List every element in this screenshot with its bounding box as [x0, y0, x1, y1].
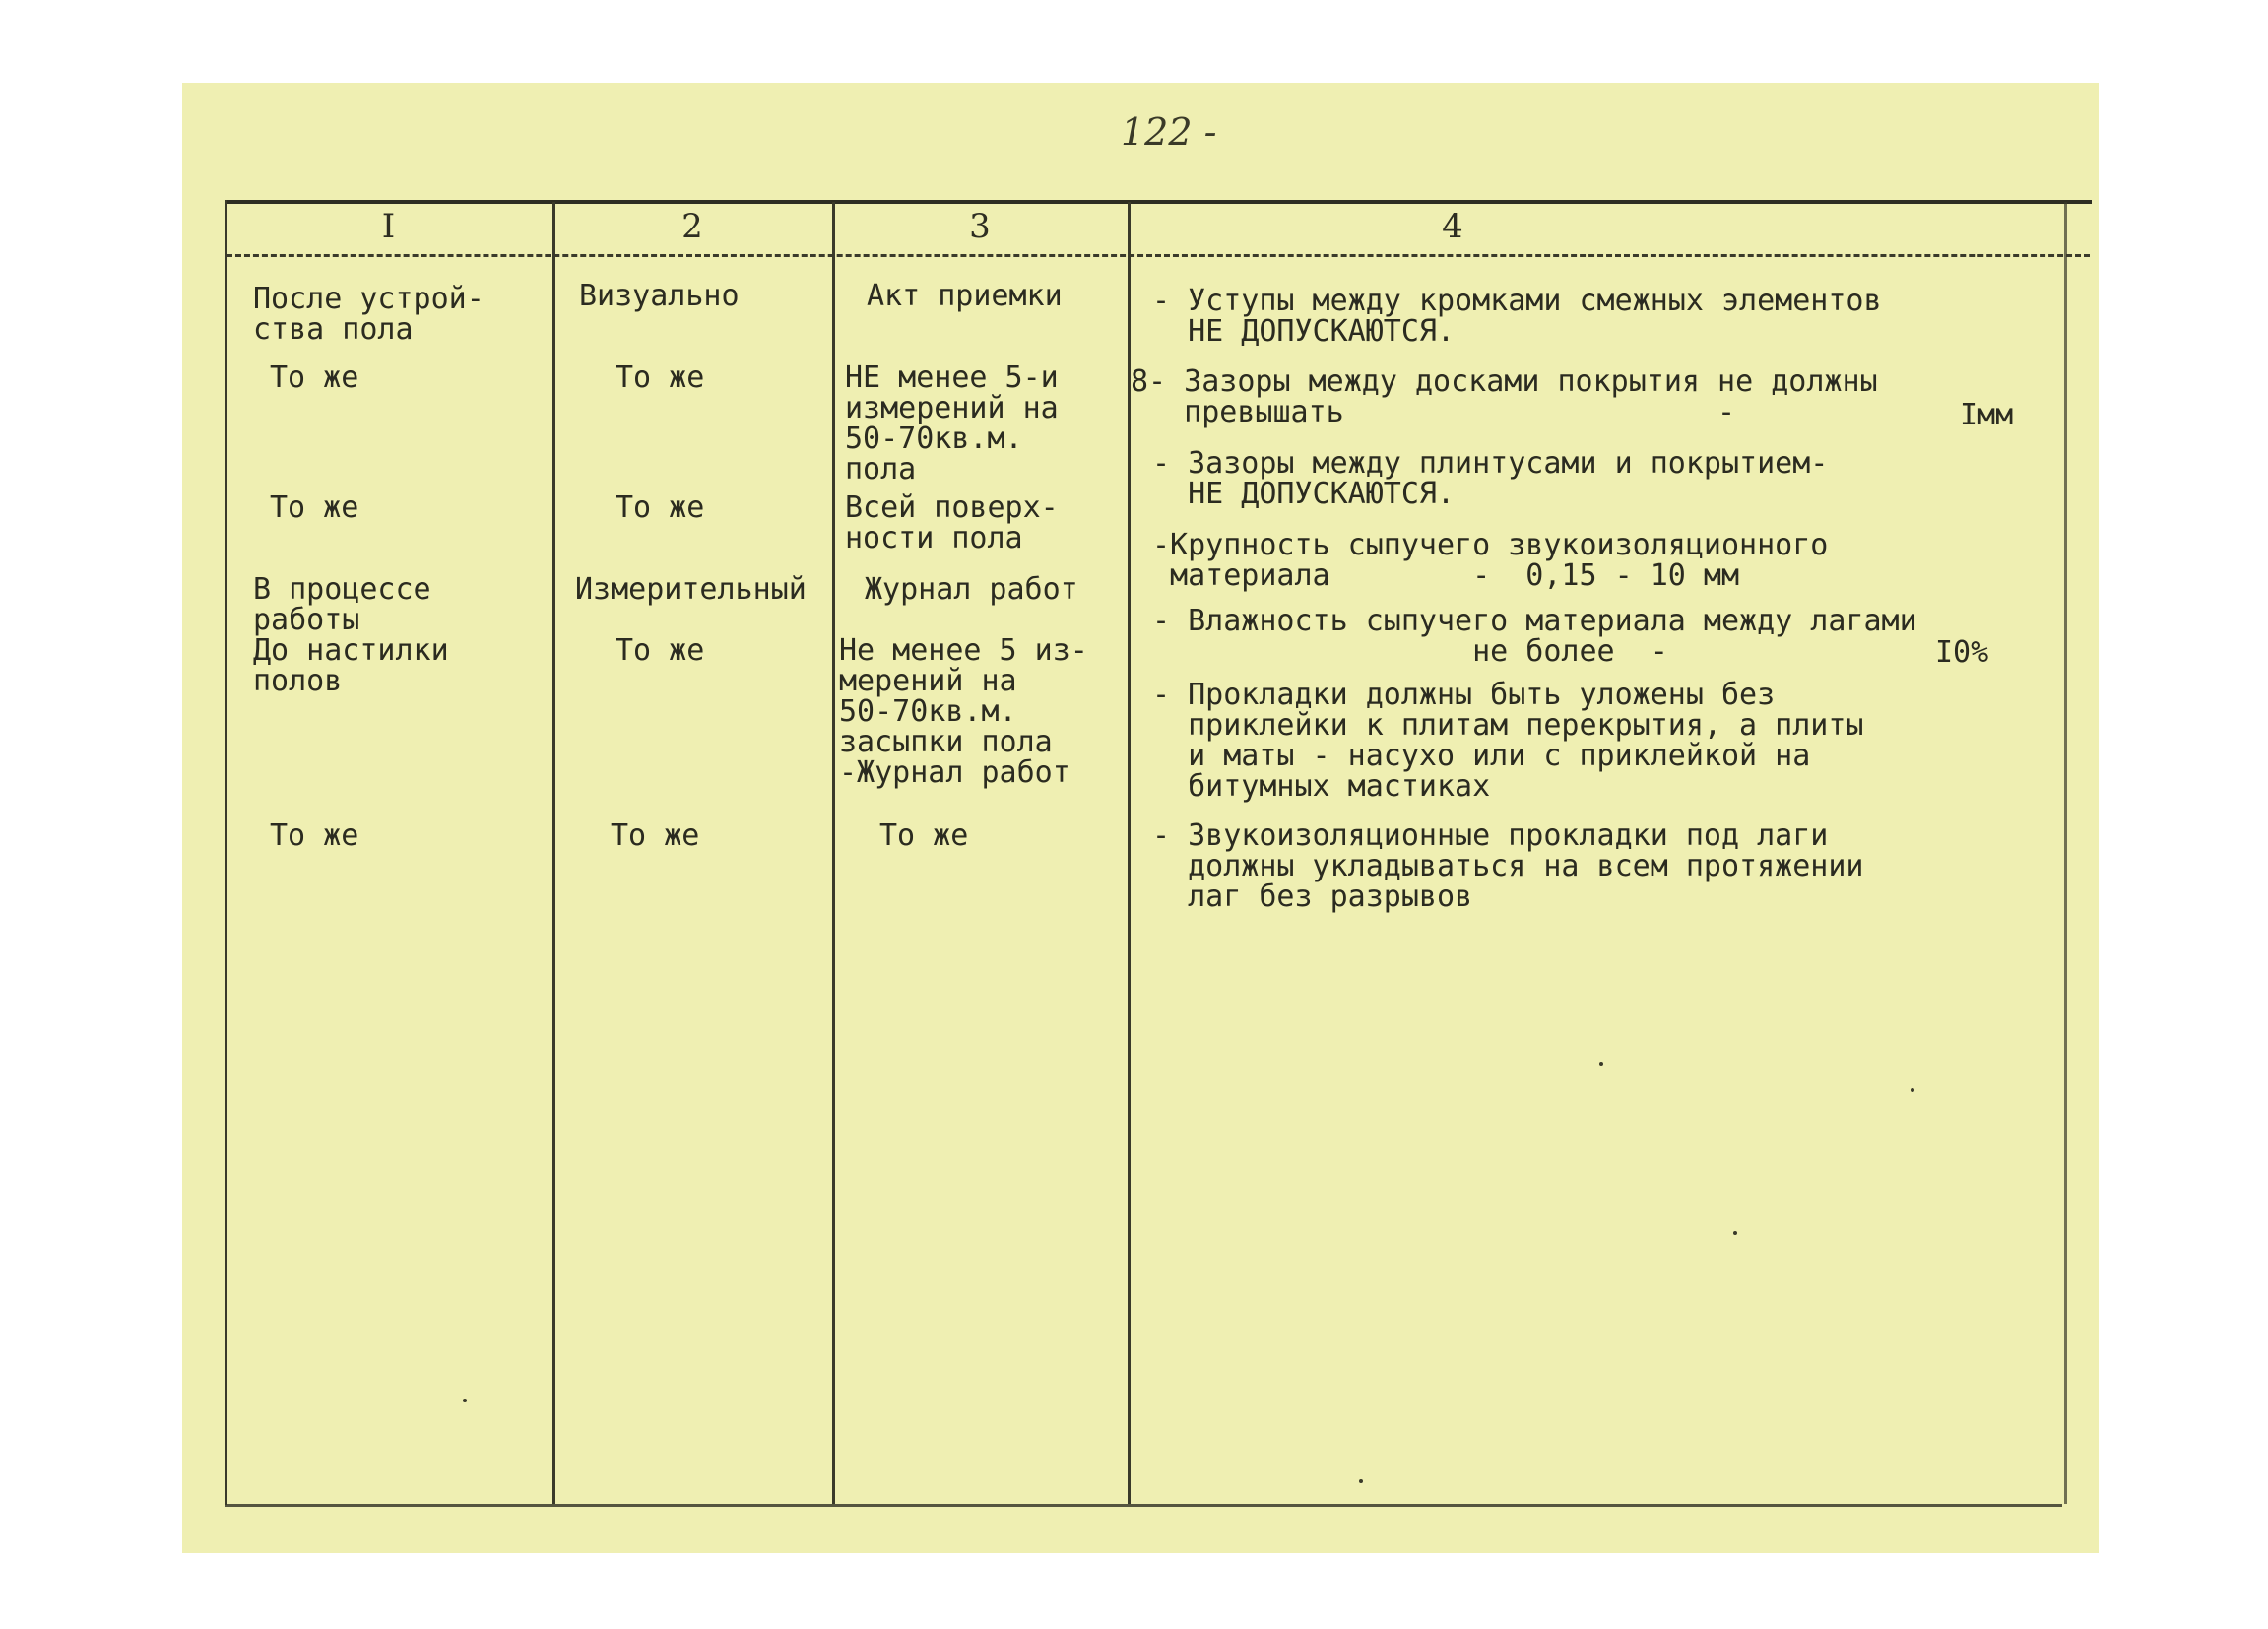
- table-right-border: [2064, 202, 2067, 1504]
- col3-row4: Журнал работ: [865, 572, 1078, 607]
- col4-row5: - Влажность сыпучего материала между лагами не более -: [1152, 604, 1917, 669]
- speck: [1359, 1479, 1363, 1483]
- header-divider: [227, 254, 2090, 257]
- col4-row4: -Крупность сыпучего звукоизоляционного материала - 0,15 - 10 мм: [1152, 528, 1829, 593]
- col2-row1: Визуально: [579, 279, 740, 313]
- col2-row4: Измерительный: [575, 572, 807, 607]
- table-top-border: [225, 200, 2092, 204]
- col4-row6: - Прокладки должны быть уложены без приклейки к плитам перекрытия, а плиты и маты - насухо или с приклейкой на битумных мастиках: [1152, 678, 1864, 804]
- col4-row2: 8- Зазоры между досками покрытия не должны превышать -: [1131, 364, 1878, 429]
- col3-row2: НЕ менее 5-и измерений на 50-70кв.м. пола: [845, 360, 1059, 487]
- header-col-1: I: [381, 207, 396, 246]
- col1-row3: То же: [270, 490, 359, 525]
- col1-row5: До настилки полов: [253, 633, 449, 698]
- page-number: 122 -: [1121, 110, 1217, 154]
- table-left-border: [225, 200, 227, 1505]
- header-col-4: 4: [1442, 207, 1463, 246]
- speck: [1733, 1231, 1737, 1235]
- col2-row2: То же: [616, 360, 705, 395]
- col2-row3: То же: [616, 490, 705, 525]
- col1-row4: В процессе работы: [253, 572, 431, 637]
- col4-row1: - Уступы между кромками смежных элементов НЕ ДОПУСКАЮТСЯ.: [1152, 284, 1882, 349]
- col4-row7: - Звукоизоляционные прокладки под лаги должны укладываться на всем протяжении лаг без разрывов: [1152, 818, 1864, 914]
- col4-moisture-limit: I0%: [1935, 635, 1989, 670]
- col3-row6: То же: [879, 818, 969, 853]
- column-divider-2: [832, 202, 835, 1504]
- col2-row5: То же: [616, 633, 705, 668]
- col3-row3: Всей поверх- ности пола: [845, 490, 1059, 555]
- column-divider-1: [552, 202, 555, 1504]
- table-bottom-border: [225, 1504, 2062, 1507]
- col4-row3: - Зазоры между плинтусами и покрытием- НЕ ДОПУСКАЮТСЯ.: [1152, 446, 1829, 511]
- speck: [463, 1399, 467, 1402]
- col2-row6: То же: [611, 818, 700, 853]
- header-col-3: 3: [969, 207, 991, 246]
- speck: [1911, 1088, 1914, 1092]
- col3-row1: Акт приемки: [867, 279, 1063, 313]
- col1-row2: То же: [270, 360, 359, 395]
- header-col-2: 2: [681, 207, 703, 246]
- col4-gap-limit: Iмм: [1960, 398, 2014, 432]
- col1-row1: После устрой- ства пола: [253, 282, 485, 347]
- speck: [1599, 1062, 1603, 1066]
- col3-row5: Не менее 5 из- мерений на 50-70кв.м. засыпки пола -Журнал работ: [839, 633, 1088, 790]
- col1-row6: То же: [270, 818, 359, 853]
